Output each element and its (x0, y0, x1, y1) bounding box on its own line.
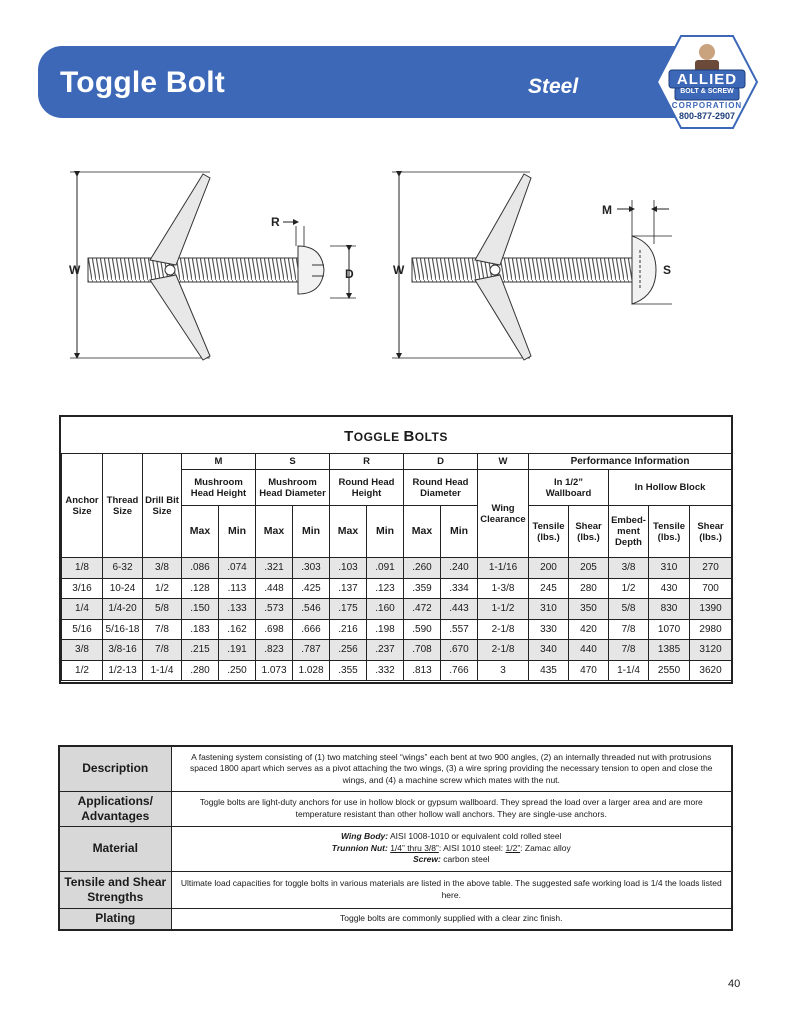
header-min: Min (441, 506, 478, 558)
table-cell: .321 (256, 558, 293, 579)
header-min: Min (293, 506, 330, 558)
table-cell: 5/16 (62, 619, 103, 640)
table-cell: .240 (441, 558, 478, 579)
label-m: M (602, 203, 612, 217)
table-cell: 1/2 (143, 578, 182, 599)
plating-text: Toggle bolts are commonly supplied with a clear zinc finish. (171, 908, 732, 930)
page-title: Toggle Bolt (60, 66, 225, 99)
table-cell: .334 (441, 578, 478, 599)
table-cell: 310 (529, 599, 569, 620)
table-cell: 830 (649, 599, 690, 620)
page-number: 40 (728, 978, 741, 990)
table-cell: .150 (182, 599, 219, 620)
table-cell: 2980 (690, 619, 732, 640)
table-cell: .698 (256, 619, 293, 640)
table-cell: .303 (293, 558, 330, 579)
table-cell: 1-3/8 (478, 578, 529, 599)
table-cell: 205 (569, 558, 609, 579)
table-row (62, 660, 732, 681)
description-label: Description (59, 746, 171, 791)
header-tensile: Tensile (lbs.) (649, 506, 690, 558)
table-cell: 5/8 (143, 599, 182, 620)
table-cell: 6-32 (103, 558, 143, 579)
table-cell: .823 (256, 640, 293, 661)
table-cell: 3620 (690, 660, 732, 681)
spec-table-grid (61, 453, 732, 681)
table-cell: .359 (404, 578, 441, 599)
label-w-left: W (69, 263, 81, 277)
table-cell: .708 (404, 640, 441, 661)
table-cell: 700 (690, 578, 732, 599)
table-cell: 1385 (649, 640, 690, 661)
table-cell: 3/16 (62, 578, 103, 599)
table-cell: .766 (441, 660, 478, 681)
header-round-head-height: Round Head Height (330, 470, 404, 506)
table-cell: .590 (404, 619, 441, 640)
table-cell: .546 (293, 599, 330, 620)
table-cell: 1-1/4 (143, 660, 182, 681)
header-r: R (330, 454, 404, 470)
table-cell: .573 (256, 599, 293, 620)
table-cell: .160 (367, 599, 404, 620)
table-cell: .198 (367, 619, 404, 640)
label-r: R (271, 215, 280, 229)
table-cell: 270 (690, 558, 732, 579)
table-cell: 245 (529, 578, 569, 599)
page-subtitle: Steel (528, 75, 579, 98)
logo-phone: 800-877-2907 (678, 111, 736, 121)
table-cell: .183 (182, 619, 219, 640)
table-cell: 420 (569, 619, 609, 640)
table-cell: 1-1/4 (609, 660, 649, 681)
header-anchor-size: Anchor Size (62, 454, 103, 558)
header-hollow-block: In Hollow Block (609, 470, 732, 506)
table-cell: 3/8 (62, 640, 103, 661)
table-cell: 1/2 (609, 578, 649, 599)
table-cell: 3/8 (143, 558, 182, 579)
spec-table-body (62, 558, 732, 681)
table-cell: 2-1/8 (478, 619, 529, 640)
spec-table-title: TOGGLE BOLTS (344, 428, 448, 445)
tensile-label: Tensile and Shear Strengths (59, 871, 171, 908)
info-table (58, 745, 733, 931)
table-cell: 435 (529, 660, 569, 681)
label-d: D (345, 267, 354, 281)
table-cell: .137 (330, 578, 367, 599)
mushroom-head-bolt-drawing (392, 172, 672, 360)
header-m: M (182, 454, 256, 470)
table-cell: 1-1/2 (478, 599, 529, 620)
material-text: Wing Body: AISI 1008-1010 or equivalent cold rolled steel Trunnion Nut: 1/4” thru 3/8”: AISI 1010 steel: 1/2”: Zamac alloy Screw: carbon steel (171, 826, 732, 871)
header-max: Max (182, 506, 219, 558)
table-cell: 5/16-18 (103, 619, 143, 640)
table-cell: .472 (404, 599, 441, 620)
logo-brand: ALLIED (676, 71, 738, 88)
table-cell: 330 (529, 619, 569, 640)
table-cell: 3/8-16 (103, 640, 143, 661)
table-cell: 10-24 (103, 578, 143, 599)
header-wallboard: In 1/2” Wallboard (529, 470, 609, 506)
applications-label: Applications/ Advantages (59, 791, 171, 826)
table-cell: 430 (649, 578, 690, 599)
mascot-head-icon (699, 44, 715, 60)
table-cell: .256 (330, 640, 367, 661)
table-cell: .332 (367, 660, 404, 681)
table-cell: 7/8 (609, 619, 649, 640)
table-cell: .557 (441, 619, 478, 640)
table-cell: .191 (219, 640, 256, 661)
table-cell: .670 (441, 640, 478, 661)
header-embedment: Embed- ment Depth (609, 506, 649, 558)
logo-line3: CORPORATION (671, 101, 743, 110)
header-s: S (256, 454, 330, 470)
table-cell: 7/8 (609, 640, 649, 661)
header-performance: Performance Information (529, 454, 732, 470)
header-max: Max (330, 506, 367, 558)
table-cell: .162 (219, 619, 256, 640)
header-mushroom-head-diameter: Mushroom Head Diameter (256, 470, 330, 506)
table-cell: 2-1/8 (478, 640, 529, 661)
table-cell: 5/8 (609, 599, 649, 620)
header-round-head-diameter: Round Head Diameter (404, 470, 478, 506)
table-cell: .086 (182, 558, 219, 579)
header-shear: Shear (lbs.) (569, 506, 609, 558)
table-cell: .113 (219, 578, 256, 599)
table-row (62, 640, 732, 661)
table-cell: 1-1/16 (478, 558, 529, 579)
header-mushroom-head-height: Mushroom Head Height (182, 470, 256, 506)
table-cell: 440 (569, 640, 609, 661)
round-head-bolt-drawing (70, 172, 356, 360)
table-cell: 1.028 (293, 660, 330, 681)
header-shear: Shear (lbs.) (690, 506, 732, 558)
table-cell: 1/8 (62, 558, 103, 579)
table-row (62, 619, 732, 640)
table-cell: .103 (330, 558, 367, 579)
description-text: A fastening system consisting of (1) two matching steel “wings” each bent at two 900 angles, (2) an internally threaded nut with protrusions spaced 1800 apart which serves as a pivot attaching the two wings, (3) a wire spring providing the necessary tension to open and close the wings, and (4) a machine screw which mates with the nut. (171, 746, 732, 791)
table-cell: 2550 (649, 660, 690, 681)
table-cell: 7/8 (143, 640, 182, 661)
header-w: W (478, 454, 529, 470)
table-cell: .175 (330, 599, 367, 620)
table-cell: .091 (367, 558, 404, 579)
table-cell: 1.073 (256, 660, 293, 681)
table-cell: .250 (219, 660, 256, 681)
table-cell: .260 (404, 558, 441, 579)
table-cell: .237 (367, 640, 404, 661)
material-label: Material (59, 826, 171, 871)
table-row (62, 558, 732, 579)
header-min: Min (367, 506, 404, 558)
header-wing-clearance: Wing Clearance (478, 470, 529, 558)
table-cell: .133 (219, 599, 256, 620)
table-cell: 3120 (690, 640, 732, 661)
table-cell: .074 (219, 558, 256, 579)
table-cell: 1/2-13 (103, 660, 143, 681)
table-cell: .787 (293, 640, 330, 661)
logo-line2: BOLT & SCREW (680, 88, 734, 95)
table-cell: .355 (330, 660, 367, 681)
header-max: Max (256, 506, 293, 558)
table-row (62, 578, 732, 599)
label-w-right: W (393, 263, 405, 277)
table-cell: .216 (330, 619, 367, 640)
table-cell: 350 (569, 599, 609, 620)
toggle-bolt-diagram (0, 160, 791, 400)
table-cell: 470 (569, 660, 609, 681)
table-cell: 1070 (649, 619, 690, 640)
header-d: D (404, 454, 478, 470)
header-min: Min (219, 506, 256, 558)
table-cell: .215 (182, 640, 219, 661)
table-cell: 280 (569, 578, 609, 599)
header-drill-bit-size: Drill Bit Size (143, 454, 182, 558)
tensile-text: Ultimate load capacities for toggle bolts in various materials are listed in the above table. The suggested safe working load is 1/4 the loads listed here. (171, 871, 732, 908)
plating-label: Plating (59, 908, 171, 930)
table-cell: 200 (529, 558, 569, 579)
header-max: Max (404, 506, 441, 558)
applications-text: Toggle bolts are light-duty anchors for use in hollow block or gypsum wallboard. They spread the load over a larger area and are more temperature resistant than other hollow wall anchors. They are single-use anchors. (171, 791, 732, 826)
table-cell: .123 (367, 578, 404, 599)
table-cell: .666 (293, 619, 330, 640)
table-cell: 1/4 (62, 599, 103, 620)
table-cell: 3 (478, 660, 529, 681)
table-cell: 1/2 (62, 660, 103, 681)
table-cell: 1/4-20 (103, 599, 143, 620)
table-cell: .280 (182, 660, 219, 681)
table-cell: 7/8 (143, 619, 182, 640)
table-cell: .425 (293, 578, 330, 599)
header-thread-size: Thread Size (103, 454, 143, 558)
table-row (62, 599, 732, 620)
table-cell: .448 (256, 578, 293, 599)
table-cell: 1390 (690, 599, 732, 620)
label-s: S (663, 263, 672, 277)
table-cell: 340 (529, 640, 569, 661)
table-cell: 3/8 (609, 558, 649, 579)
table-cell: 310 (649, 558, 690, 579)
table-cell: .443 (441, 599, 478, 620)
table-cell: .813 (404, 660, 441, 681)
table-cell: .128 (182, 578, 219, 599)
toggle-bolts-spec-table (59, 415, 733, 684)
header-tensile: Tensile (lbs.) (529, 506, 569, 558)
